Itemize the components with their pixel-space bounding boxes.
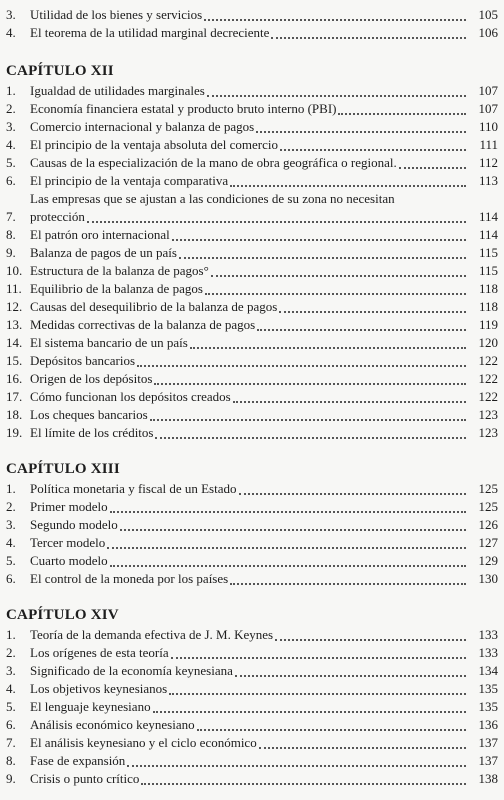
entry-page-number: 112: [478, 155, 498, 170]
entry-page-number: 133: [478, 627, 498, 642]
toc-entry: [6, 352, 498, 370]
toc-entry: [6, 770, 498, 788]
entry-page-number: 130: [478, 571, 498, 586]
toc-entry: [6, 100, 498, 118]
toc-entry: [6, 662, 498, 680]
entry-title-row: [30, 752, 468, 770]
entry-title-row: [30, 370, 468, 388]
entry-title-row: [30, 154, 468, 172]
entry-number: 14.: [6, 335, 23, 350]
entry-number: 5.: [6, 155, 16, 170]
entry-page-number: 118: [478, 299, 498, 314]
entry-number: 1.: [6, 481, 16, 496]
dot-leader: [110, 509, 466, 513]
entry-title: Depósitos bancarios: [30, 353, 136, 368]
entry-number: 16.: [6, 371, 23, 386]
entry-page-number: 135: [478, 681, 498, 696]
entry-title-row: [30, 644, 468, 662]
table-of-contents: [6, 6, 498, 788]
entry-page-number: 123: [478, 425, 498, 440]
entry-title-row: [30, 698, 468, 716]
entry-title: Segundo modelo: [30, 517, 118, 532]
entry-title: Los objetivos keynesianos: [30, 681, 168, 696]
entry-page-number: 114: [478, 209, 498, 224]
entry-title-row: [30, 570, 468, 588]
entry-number: 17.: [6, 389, 23, 404]
entry-title-row: [30, 770, 468, 788]
entry-title-row: [30, 24, 468, 42]
dot-leader: [399, 165, 466, 169]
entry-title: Cómo funcionan los depósitos creados: [30, 389, 231, 404]
toc-entry-list: [6, 82, 498, 442]
toc-entry: [6, 570, 498, 588]
entry-title-row: [30, 680, 468, 698]
entry-title: Los orígenes de esta teoría: [30, 645, 169, 660]
toc-entry: [6, 316, 498, 334]
entry-number: 18.: [6, 407, 23, 422]
dot-leader: [257, 327, 466, 331]
entry-page-number: 115: [478, 263, 498, 278]
entry-title: El análisis keynesiano y el ciclo económico: [30, 735, 257, 750]
entry-title-row: [30, 734, 468, 752]
entry-title: Causas de la especialización de la mano de obra geográfica o regional.: [30, 155, 397, 170]
entry-number: 5.: [6, 553, 16, 568]
toc-entry-list: [6, 480, 498, 588]
dot-leader: [259, 745, 466, 749]
entry-title-row: [30, 334, 468, 352]
dot-leader: [338, 111, 466, 115]
entry-page-number: 137: [478, 753, 498, 768]
entry-title-row: [30, 316, 468, 334]
entry-page-number: 125: [478, 499, 498, 514]
entry-title-row: [30, 100, 468, 118]
toc-entry: [6, 6, 498, 24]
entry-number: 6.: [6, 571, 16, 586]
entry-title: Origen de los depósitos: [30, 371, 153, 386]
entry-title-row: [30, 262, 468, 280]
dot-leader: [256, 129, 466, 133]
entry-page-number: 111: [479, 137, 498, 152]
toc-entry: [6, 516, 498, 534]
entry-title-row: [30, 406, 468, 424]
entry-title-row: [30, 298, 468, 316]
dot-leader: [233, 399, 466, 403]
dot-leader: [171, 655, 466, 659]
entry-title: El control de la moneda por los países: [30, 571, 229, 586]
entry-title-row: [30, 498, 468, 516]
entry-number: 10.: [6, 263, 23, 278]
entry-title: Política monetaria y fiscal de un Estado: [30, 481, 237, 496]
toc-entry: [6, 752, 498, 770]
entry-title: Primer modelo: [30, 499, 108, 514]
entry-title: Igualdad de utilidades marginales: [30, 83, 205, 98]
dot-leader: [154, 381, 466, 385]
entry-page-number: 106: [478, 25, 498, 40]
entry-page-number: 122: [478, 353, 498, 368]
entry-title-row: [30, 118, 468, 136]
entry-title: Análisis económico keynesiano: [30, 717, 195, 732]
entry-number: 5.: [6, 699, 16, 714]
toc-entry: [6, 24, 498, 42]
toc-entry: [6, 534, 498, 552]
toc-entry: [6, 82, 498, 100]
entry-page-number: 118: [478, 281, 498, 296]
entry-title: Teoría de la demanda efectiva de J. M. Keynes: [30, 627, 274, 642]
entry-page-number: 110: [478, 119, 498, 134]
entry-title: Equilibrio de la balanza de pagos: [30, 281, 203, 296]
entry-number: 2.: [6, 101, 16, 116]
entry-number: 9.: [6, 245, 16, 260]
entry-number: 13.: [6, 317, 23, 332]
entry-number: 3.: [6, 119, 16, 134]
chapter-heading: CAPÍTULO XII: [6, 63, 114, 79]
entry-title-row: [30, 552, 468, 570]
entry-page-number: 122: [478, 389, 498, 404]
dot-leader: [197, 727, 466, 731]
entry-title-row: [30, 280, 468, 298]
toc-entry: [6, 190, 498, 226]
entry-title-row: [30, 716, 468, 734]
entry-page-number: 113: [478, 173, 498, 188]
entry-number: 3.: [6, 517, 16, 532]
toc-entry: [6, 626, 498, 644]
dot-leader: [275, 637, 466, 641]
dot-leader: [205, 291, 466, 295]
toc-entry: [6, 716, 498, 734]
toc-entry: [6, 172, 498, 190]
dot-leader: [279, 309, 466, 313]
toc-entry-list: [6, 6, 498, 42]
entry-page-number: 105: [478, 7, 498, 22]
entry-title-row: [30, 662, 468, 680]
toc-entry: [6, 480, 498, 498]
dot-leader: [169, 691, 466, 695]
dot-leader: [172, 237, 466, 241]
entry-page-number: 107: [478, 83, 498, 98]
entry-number: 11.: [6, 281, 22, 296]
entry-page-number: 127: [478, 535, 498, 550]
dot-leader: [87, 219, 466, 223]
dot-leader: [107, 545, 466, 549]
entry-number: 8.: [6, 227, 16, 242]
toc-entry: [6, 226, 498, 244]
entry-title: Significado de la economía keynesiana: [30, 663, 233, 678]
toc-entry: [6, 388, 498, 406]
dot-leader: [127, 763, 466, 767]
toc-entry: [6, 280, 498, 298]
entry-page-number: 137: [478, 735, 498, 750]
dot-leader: [207, 93, 466, 97]
entry-number: 2.: [6, 499, 16, 514]
toc-entry: [6, 498, 498, 516]
entry-number: 9.: [6, 771, 16, 786]
dot-leader: [190, 345, 466, 349]
entry-number: 7.: [6, 735, 16, 750]
entry-title: Balanza de pagos de un país: [30, 245, 177, 260]
entry-number: 12.: [6, 299, 23, 314]
entry-title-row: [30, 352, 468, 370]
chapter-heading: CAPÍTULO XIV: [6, 607, 119, 623]
toc-entry: [6, 552, 498, 570]
dot-leader: [141, 781, 466, 785]
entry-title: Economía financiera estatal y producto bruto interno (PBI): [30, 101, 337, 116]
entry-number: 1.: [6, 627, 16, 642]
entry-title-row: [30, 6, 468, 24]
entry-title-row: [30, 244, 468, 262]
toc-entry: [6, 370, 498, 388]
entry-page-number: 122: [478, 371, 498, 386]
entry-page-number: 125: [478, 481, 498, 496]
entry-number: 7.: [6, 209, 16, 224]
entry-number: 6.: [6, 717, 16, 732]
entry-title-continuation: protección: [30, 209, 85, 224]
dot-leader: [239, 491, 467, 495]
dot-leader: [230, 581, 466, 585]
entry-page-number: 126: [478, 517, 498, 532]
entry-title: Crisis o punto crítico: [30, 771, 140, 786]
toc-entry: [6, 262, 498, 280]
entry-page-number: 114: [478, 227, 498, 242]
dot-leader: [120, 527, 466, 531]
entry-title-continuation-row: [30, 208, 468, 226]
dot-leader: [280, 147, 466, 151]
entry-page-number: 136: [478, 717, 498, 732]
toc-entry: [6, 334, 498, 352]
entry-page-number: 129: [478, 553, 498, 568]
entry-page-number: 138: [478, 771, 498, 786]
entry-title: Las empresas que se ajustan a las condiciones de su zona no necesitan: [30, 191, 395, 206]
entry-title-row: [30, 388, 468, 406]
dot-leader: [211, 273, 466, 277]
toc-entry: [6, 154, 498, 172]
entry-number: 4.: [6, 137, 16, 152]
entry-page-number: 123: [478, 407, 498, 422]
toc-entry-list: [6, 626, 498, 788]
dot-leader: [271, 35, 466, 39]
entry-title: El sistema bancario de un país: [30, 335, 188, 350]
dot-leader: [179, 255, 466, 259]
entry-title: Medidas correctivas de la balanza de pagos: [30, 317, 256, 332]
dot-leader: [153, 709, 466, 713]
entry-title-row: [30, 516, 468, 534]
toc-entry: [6, 136, 498, 154]
chapter-section: [6, 458, 498, 588]
entry-title: El principio de la ventaja absoluta del comercio: [30, 137, 278, 152]
entry-title-row: [30, 534, 468, 552]
toc-entry: [6, 644, 498, 662]
entry-number: 3.: [6, 663, 16, 678]
entry-title-row: [30, 226, 468, 244]
entry-title-row: [30, 626, 468, 644]
entry-page-number: 134: [478, 663, 498, 678]
entry-title: Causas del desequilibrio de la balanza de pagos: [30, 299, 278, 314]
dot-leader: [230, 183, 466, 187]
entry-title-row: [30, 172, 468, 190]
entry-title: El patrón oro internacional: [30, 227, 170, 242]
toc-entry: [6, 118, 498, 136]
entry-title: Estructura de la balanza de pagos°: [30, 263, 209, 278]
entry-title: Utilidad de los bienes y servicios: [30, 7, 203, 22]
entry-title: Cuarto modelo: [30, 553, 108, 568]
dot-leader: [155, 435, 466, 439]
dot-leader: [110, 563, 466, 567]
entry-page-number: 135: [478, 699, 498, 714]
entry-title: El límite de los créditos: [30, 425, 154, 440]
chapter-heading: CAPÍTULO XIII: [6, 461, 120, 477]
toc-entry: [6, 424, 498, 442]
entry-title: El teorema de la utilidad marginal decreciente: [30, 25, 270, 40]
toc-entry: [6, 698, 498, 716]
chapter-section: [6, 6, 498, 42]
entry-title: El principio de la ventaja comparativa: [30, 173, 229, 188]
toc-entry: [6, 734, 498, 752]
entry-number: 6.: [6, 173, 16, 188]
entry-page-number: 119: [478, 317, 498, 332]
entry-number: 2.: [6, 645, 16, 660]
entry-title-row: [30, 424, 468, 442]
toc-entry: [6, 680, 498, 698]
entry-number: 4.: [6, 535, 16, 550]
chapter-section: [6, 60, 498, 442]
toc-entry: [6, 298, 498, 316]
chapter-section: [6, 604, 498, 788]
toc-entry: [6, 244, 498, 262]
entry-page-number: 115: [478, 245, 498, 260]
dot-leader: [137, 363, 466, 367]
entry-title-row: [30, 82, 468, 100]
entry-title: Fase de expansión: [30, 753, 126, 768]
toc-entry: [6, 406, 498, 424]
entry-title: El lenguaje keynesiano: [30, 699, 151, 714]
entry-title-row: [30, 190, 468, 226]
entry-number: 4.: [6, 681, 16, 696]
entry-number: 8.: [6, 753, 16, 768]
dot-leader: [235, 673, 466, 677]
entry-number: 3.: [6, 7, 16, 22]
entry-page-number: 107: [478, 101, 498, 116]
dot-leader: [204, 17, 466, 21]
entry-number: 15.: [6, 353, 23, 368]
entry-title: Los cheques bancarios: [30, 407, 148, 422]
dot-leader: [150, 417, 466, 421]
entry-page-number: 133: [478, 645, 498, 660]
entry-title: Tercer modelo: [30, 535, 106, 550]
entry-number: 4.: [6, 25, 16, 40]
entry-page-number: 120: [478, 335, 498, 350]
entry-title: Comercio internacional y balanza de pagos: [30, 119, 255, 134]
entry-number: 1.: [6, 83, 16, 98]
entry-title-row: [30, 136, 468, 154]
entry-number: 19.: [6, 425, 23, 440]
entry-title-row: [30, 480, 468, 498]
